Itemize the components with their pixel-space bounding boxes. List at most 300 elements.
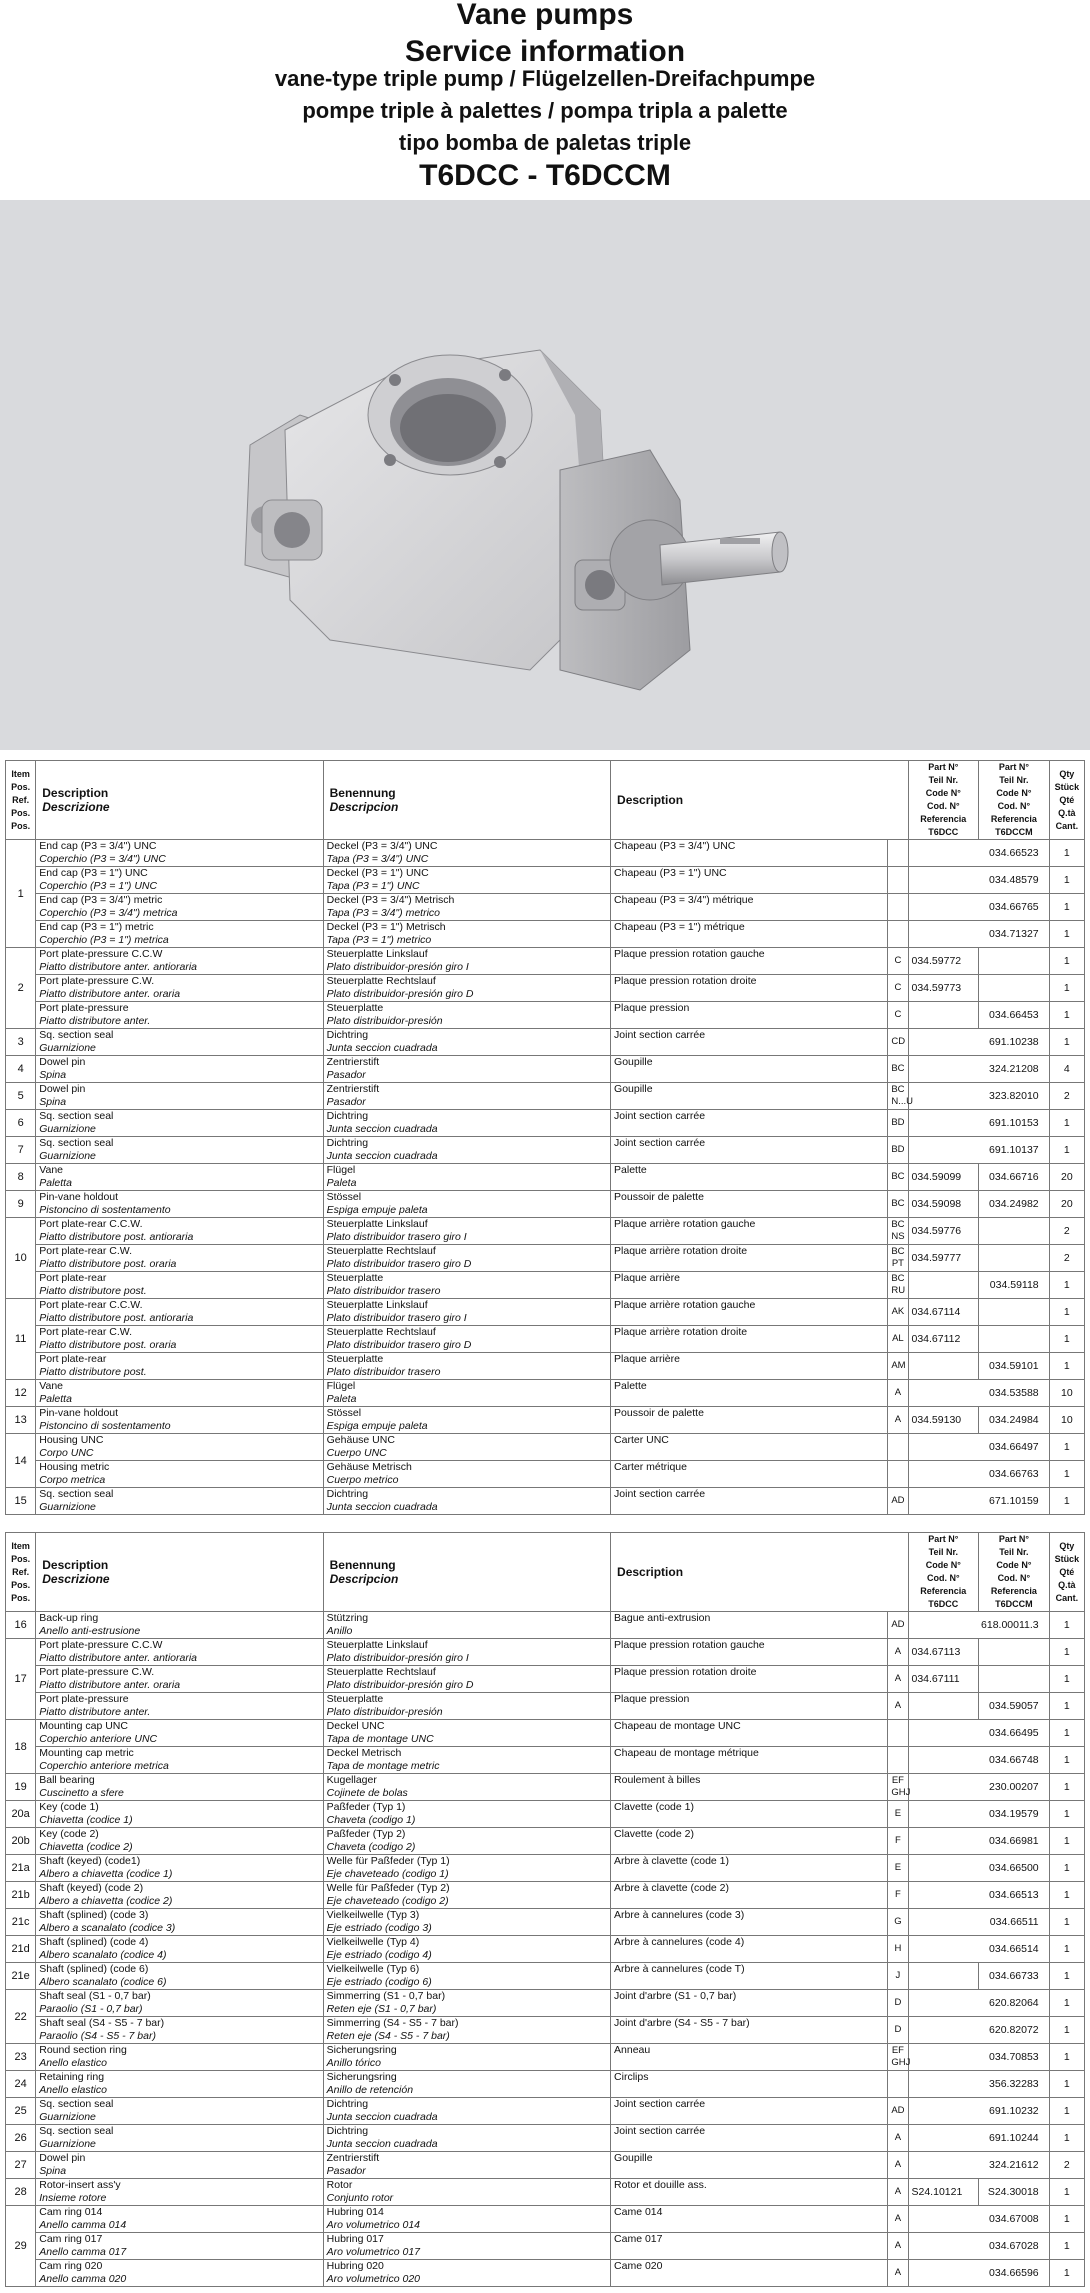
description-de-es [323, 1936, 610, 1963]
text-line: Steuerplatte [326, 1693, 384, 1705]
variant-code [888, 867, 908, 894]
quantity: 1 [1049, 1909, 1084, 1936]
text-line: Steuerplatte Rechtslauf [326, 1245, 436, 1257]
text-line-italic: Piatto distributore post. [39, 1366, 147, 1378]
description-fr [611, 1164, 888, 1191]
variant-code: A [888, 1639, 908, 1666]
variant-code: A [888, 1380, 908, 1407]
part-number: 034.66765 [908, 894, 1049, 921]
table-row [6, 1110, 1085, 1137]
part-number: 034.66511 [908, 1909, 1049, 1936]
text-line: Steuerplatte Linkslauf [326, 948, 428, 960]
item-position: 14 [6, 1434, 36, 1488]
text-line-italic: Plato distribuidor trasero giro D [326, 1258, 472, 1270]
text-line-italic: Cuscinetto a sfere [39, 1787, 124, 1799]
header-benennung-de-es: Benennung Descripcion [323, 761, 610, 840]
quantity: 1 [1049, 1137, 1084, 1164]
text-line-italic: Coperchio (P3 = 1") metrica [39, 934, 169, 946]
pump-photo [0, 200, 1090, 750]
text-line: Carter métrique [614, 1461, 687, 1473]
variant-code: BC RU [888, 1272, 908, 1299]
variant-code: E [888, 1855, 908, 1882]
part-number: 034.67008 [908, 2206, 1049, 2233]
table-row [6, 1191, 1085, 1218]
text-line: Mounting cap metric [39, 1747, 134, 1759]
text-line-italic: Pasador [326, 2165, 366, 2177]
description-de-es [323, 2233, 610, 2260]
description-de-es [323, 1083, 610, 1110]
table-row [6, 1137, 1085, 1164]
text-line-italic: Cuerpo UNC [326, 1447, 387, 1459]
model-number: T6DCC - T6DCCM [419, 159, 671, 192]
part-number-t6dccm: S24.30018 [979, 2179, 1050, 2206]
item-position: 8 [6, 1164, 36, 1191]
parts-table-1 [5, 760, 1085, 1515]
text-line-italic: Eje chaveteado (codigo 1) [326, 1868, 449, 1880]
text-line-italic: Plato distribuidor trasero giro D [326, 1339, 472, 1351]
description-en-it [36, 1936, 323, 1963]
description-de-es [323, 921, 610, 948]
text-line-italic: Albero scanalato (codice 6) [39, 1976, 167, 1988]
text-line-italic: Guarnizione [39, 1501, 96, 1513]
item-position: 25 [6, 2098, 36, 2125]
quantity: 1 [1049, 1299, 1084, 1326]
variant-code: BC NS [888, 1218, 908, 1245]
text-line-italic: Guarnizione [39, 1042, 96, 1054]
variant-code: BD [888, 1137, 908, 1164]
part-number: 620.82064 [908, 1990, 1049, 2017]
pump-type-fr-it: pompe triple à palettes / pompa tripla a palette [302, 98, 788, 123]
description-en-it [36, 1272, 323, 1299]
table-row [6, 867, 1085, 894]
part-number: 230.00207 [908, 1774, 1049, 1801]
item-position: 19 [6, 1774, 36, 1801]
text-line-italic: Guarnizione [39, 2138, 96, 2150]
page-title: Vane pumps [456, 0, 634, 31]
text-line-italic: Coperchio (P3 = 3/4") metrica [39, 907, 178, 919]
description-fr [611, 1720, 888, 1747]
description-fr [611, 1110, 888, 1137]
part-number-t6dcc [908, 1963, 979, 1990]
description-en-it [36, 894, 323, 921]
variant-code [888, 1434, 908, 1461]
text-line-italic: Piatto distributore anter. oraria [39, 1679, 181, 1691]
text-line-italic: Plato distribuidor-presión [326, 1015, 443, 1027]
part-number-t6dccm: 034.24984 [979, 1407, 1050, 1434]
table-row [6, 1245, 1085, 1272]
text-line-italic: Anillo de retención [326, 2084, 414, 2096]
text-line: Bague anti-extrusion [614, 1612, 711, 1624]
text-line: Plaque pression rotation droite [614, 1666, 757, 1678]
description-fr [611, 1272, 888, 1299]
text-line: Plaque arrière rotation gauche [614, 1299, 756, 1311]
description-en-it [36, 1353, 323, 1380]
quantity: 1 [1049, 2125, 1084, 2152]
text-line-italic: Anillo [326, 1625, 353, 1637]
text-line: Port plate-rear [39, 1272, 107, 1284]
text-line: Cam ring 017 [39, 2233, 103, 2245]
description-de-es [323, 1855, 610, 1882]
text-line: Hubring 020 [326, 2260, 384, 2272]
text-line: Palette [614, 1164, 647, 1176]
quantity: 1 [1049, 1002, 1084, 1029]
description-fr [611, 1801, 888, 1828]
variant-code: G [888, 1909, 908, 1936]
quantity: 20 [1049, 1164, 1084, 1191]
text-line: Steuerplatte Linkslauf [326, 1639, 428, 1651]
description-fr [611, 1963, 888, 1990]
description-en-it [36, 2071, 323, 2098]
text-line-italic: Aro volumetrico 020 [326, 2273, 421, 2285]
description-en-it [36, 2152, 323, 2179]
text-line-italic: Pasador [326, 1069, 366, 1081]
text-line-italic: Plato distribuidor-presión giro D [326, 1679, 474, 1691]
text-line: Stützring [326, 1612, 369, 1624]
part-number: 034.66495 [908, 1720, 1049, 1747]
header-benennung-de-es: Benennung Descripcion [323, 1533, 610, 1612]
quantity: 1 [1049, 2206, 1084, 2233]
quantity: 1 [1049, 2260, 1084, 2287]
item-position: 2 [6, 948, 36, 1029]
description-de-es [323, 1639, 610, 1666]
part-number-t6dcc [908, 1693, 979, 1720]
text-line: Sq. section seal [39, 1029, 114, 1041]
text-line-italic: Coperchio (P3 = 3/4") UNC [39, 853, 166, 865]
part-number: 691.10137 [908, 1137, 1049, 1164]
page-subtitle: Service information [404, 35, 686, 68]
description-en-it [36, 1639, 323, 1666]
quantity: 1 [1049, 1855, 1084, 1882]
text-line: Paßfeder (Typ 1) [326, 1801, 406, 1813]
table-row [6, 2260, 1085, 2287]
table-row [6, 1272, 1085, 1299]
table-row [6, 1488, 1085, 1515]
quantity: 4 [1049, 1056, 1084, 1083]
description-en-it [36, 1218, 323, 1245]
description-en-it [36, 1747, 323, 1774]
description-en-it [36, 1110, 323, 1137]
description-en-it [36, 1990, 323, 2017]
quantity: 10 [1049, 1407, 1084, 1434]
quantity: 1 [1049, 2017, 1084, 2044]
description-fr [611, 2125, 888, 2152]
header-pos: Item Pos. Ref. Pos. Pos. [6, 1533, 36, 1612]
text-line: Plaque arrière [614, 1353, 680, 1365]
text-line-italic: Chaveta (codigo 1) [326, 1814, 416, 1826]
text-line: Came 014 [614, 2206, 663, 2218]
description-en-it [36, 1801, 323, 1828]
description-de-es [323, 1666, 610, 1693]
description-de-es [323, 1720, 610, 1747]
table-row [6, 1639, 1085, 1666]
text-line: End cap (P3 = 1") metric [39, 921, 154, 933]
description-fr [611, 1191, 888, 1218]
table-row [6, 2125, 1085, 2152]
part-number-t6dcc: 034.59773 [908, 975, 979, 1002]
item-position: 17 [6, 1639, 36, 1720]
header-pos: Item Pos. Ref. Pos. Pos. [6, 761, 36, 840]
text-line-italic: Plato distribuidor trasero [326, 1366, 441, 1378]
item-position: 21a [6, 1855, 36, 1882]
description-en-it [36, 1056, 323, 1083]
variant-code [888, 840, 908, 867]
part-number-t6dccm: 034.24982 [979, 1191, 1050, 1218]
variant-code [888, 921, 908, 948]
pump-type-en-de: vane-type triple pump / Flügelzellen-Dreifachpumpe [274, 66, 816, 91]
header-part-t6dcc: Part N° Teil Nr. Code N° Cod. N° Referencia T6DCC [908, 1533, 979, 1612]
item-position: 21b [6, 1882, 36, 1909]
variant-code: AM [888, 1353, 908, 1380]
variant-code: H [888, 1936, 908, 1963]
pump-type-es: tipo bomba de paletas triple [398, 130, 692, 155]
part-number: 620.82072 [908, 2017, 1049, 2044]
description-de-es [323, 1191, 610, 1218]
description-fr [611, 2017, 888, 2044]
text-line-italic: Tapa (P3 = 1") metrico [326, 934, 432, 946]
item-position: 26 [6, 2125, 36, 2152]
text-line: Dichtring [326, 2125, 369, 2137]
text-line-italic: Junta seccion cuadrada [326, 2111, 438, 2123]
text-line: Pin-vane holdout [39, 1407, 119, 1419]
description-fr [611, 1666, 888, 1693]
text-line-italic: Junta seccion cuadrada [326, 2138, 438, 2150]
description-en-it [36, 1164, 323, 1191]
item-position: 22 [6, 1990, 36, 2044]
text-line: End cap (P3 = 3/4") UNC [39, 840, 157, 852]
quantity: 2 [1049, 1218, 1084, 1245]
text-line-italic: Eje estriado (codigo 3) [326, 1922, 432, 1934]
part-number-t6dcc [908, 1272, 979, 1299]
text-line-italic: Piatto distributore anter. oraria [39, 988, 181, 1000]
description-de-es [323, 1461, 610, 1488]
header-part-t6dccm: Part N° Teil Nr. Code N° Cod. N° Referencia T6DCCM [979, 761, 1050, 840]
table-row [6, 840, 1085, 867]
part-number-t6dccm: 034.66453 [979, 1002, 1050, 1029]
text-line: Simmerring (S1 - 0,7 bar) [326, 1990, 446, 2002]
text-line: Plaque pression [614, 1002, 690, 1014]
text-line: Steuerplatte [326, 1002, 384, 1014]
text-line: Deckel UNC [326, 1720, 385, 1732]
text-line-italic: Piatto distributore post. oraria [39, 1339, 177, 1351]
item-position: 13 [6, 1407, 36, 1434]
item-position: 5 [6, 1083, 36, 1110]
table-row [6, 1434, 1085, 1461]
text-line-italic: Pistoncino di sostentamento [39, 1204, 171, 1216]
text-line: Shaft (splined) (code 6) [39, 1963, 149, 1975]
description-en-it [36, 2233, 323, 2260]
description-de-es [323, 1693, 610, 1720]
part-number-t6dccm: 034.66716 [979, 1164, 1050, 1191]
item-position: 20a [6, 1801, 36, 1828]
quantity: 1 [1049, 2098, 1084, 2125]
text-line: Vielkeilwelle (Typ 4) [326, 1936, 420, 1948]
description-en-it [36, 1137, 323, 1164]
text-line-italic: Guarnizione [39, 2111, 96, 2123]
text-line: Port plate-rear [39, 1353, 107, 1365]
header-description-fr: Description [611, 1533, 908, 1612]
text-line: Dichtring [326, 1110, 369, 1122]
description-fr [611, 2206, 888, 2233]
quantity: 1 [1049, 840, 1084, 867]
description-de-es [323, 894, 610, 921]
description-de-es [323, 1164, 610, 1191]
text-line-italic: Piatto distributore anter. antioraria [39, 1652, 198, 1664]
description-de-es [323, 1056, 610, 1083]
text-line-italic: Paleta [326, 1177, 357, 1189]
description-de-es [323, 1002, 610, 1029]
text-line-italic: Pasador [326, 1096, 366, 1108]
text-line: Deckel (P3 = 1") UNC [326, 867, 429, 879]
quantity: 1 [1049, 1747, 1084, 1774]
description-fr [611, 1774, 888, 1801]
variant-code: BC [888, 1164, 908, 1191]
description-en-it [36, 1380, 323, 1407]
text-line: Plaque arrière rotation droite [614, 1326, 748, 1338]
text-line: Joint section carrée [614, 1488, 706, 1500]
text-line: Plaque arrière [614, 1272, 680, 1284]
text-line: Steuerplatte [326, 1353, 384, 1365]
variant-code: BD [888, 1110, 908, 1137]
description-fr [611, 1612, 888, 1639]
text-line: Plaque arrière rotation gauche [614, 1218, 756, 1230]
text-line: Port plate-pressure C.C.W [39, 948, 163, 960]
description-de-es [323, 1326, 610, 1353]
quantity: 2 [1049, 2152, 1084, 2179]
text-line: Vielkeilwelle (Typ 3) [326, 1909, 420, 1921]
variant-code: AD [888, 2098, 908, 2125]
description-de-es [323, 1110, 610, 1137]
text-line-italic: Spina [39, 2165, 67, 2177]
description-en-it [36, 2098, 323, 2125]
description-de-es [323, 1029, 610, 1056]
description-fr [611, 1488, 888, 1515]
text-line: Joint d'arbre (S1 - 0,7 bar) [614, 1990, 737, 2002]
table-row [6, 948, 1085, 975]
quantity: 1 [1049, 1461, 1084, 1488]
description-de-es [323, 1612, 610, 1639]
description-fr [611, 1326, 888, 1353]
text-line: Sicherungsring [326, 2044, 397, 2056]
table-row [6, 1855, 1085, 1882]
description-de-es [323, 1299, 610, 1326]
text-line-italic: Anello anti-estrusione [39, 1625, 141, 1637]
text-line: Joint section carrée [614, 2098, 706, 2110]
table-row [6, 2152, 1085, 2179]
text-line-italic: Anello camma 020 [39, 2273, 127, 2285]
table-row [6, 2017, 1085, 2044]
variant-code [888, 894, 908, 921]
quantity: 2 [1049, 1245, 1084, 1272]
text-line: End cap (P3 = 3/4") metric [39, 894, 163, 906]
text-line: Mounting cap UNC [39, 1720, 128, 1732]
description-de-es [323, 867, 610, 894]
text-line: Roulement à billes [614, 1774, 701, 1786]
text-line-italic: Piatto distributore post. antioraria [39, 1312, 194, 1324]
description-fr [611, 1434, 888, 1461]
table-row [6, 1353, 1085, 1380]
part-number-t6dcc: 034.67114 [908, 1299, 979, 1326]
text-line: Steuerplatte Linkslauf [326, 1218, 428, 1230]
text-line: Port plate-rear C.W. [39, 1326, 133, 1338]
quantity: 1 [1049, 921, 1084, 948]
table-row [6, 1218, 1085, 1245]
text-line-italic: Anello elastico [39, 2084, 107, 2096]
variant-code: C [888, 1002, 908, 1029]
text-line-italic: Eje chaveteado (codigo 2) [326, 1895, 449, 1907]
text-line: Dowel pin [39, 2152, 86, 2164]
text-line: Sq. section seal [39, 2098, 114, 2110]
table-row [6, 2206, 1085, 2233]
description-fr [611, 2044, 888, 2071]
text-line-italic: Paleta [326, 1393, 357, 1405]
table-row [6, 1747, 1085, 1774]
item-position: 20b [6, 1828, 36, 1855]
part-number-t6dcc: 034.59776 [908, 1218, 979, 1245]
description-de-es [323, 1218, 610, 1245]
description-de-es [323, 1434, 610, 1461]
description-en-it [36, 840, 323, 867]
text-line: Deckel (P3 = 3/4") Metrisch [326, 894, 455, 906]
text-line-italic: Plato distribuidor-presión giro D [326, 988, 474, 1000]
text-line-italic: Anello camma 017 [39, 2246, 127, 2258]
table-row [6, 2098, 1085, 2125]
text-line-italic: Piatto distributore anter. antioraria [39, 961, 198, 973]
description-en-it [36, 1029, 323, 1056]
quantity: 1 [1049, 1801, 1084, 1828]
text-line: Key (code 2) [39, 1828, 99, 1840]
text-line-italic: Cojinete de bolas [326, 1787, 408, 1799]
part-number-t6dccm [979, 1299, 1050, 1326]
quantity: 1 [1049, 1882, 1084, 1909]
description-fr [611, 1002, 888, 1029]
text-line-italic: Paraolio (S1 - 0,7 bar) [39, 2003, 143, 2015]
quantity: 1 [1049, 1720, 1084, 1747]
header-part-t6dccm: Part N° Teil Nr. Code N° Cod. N° Referencia T6DCCM [979, 1533, 1050, 1612]
description-fr [611, 2152, 888, 2179]
text-line: Poussoir de palette [614, 1191, 704, 1203]
description-de-es [323, 2152, 610, 2179]
item-position: 7 [6, 1137, 36, 1164]
quantity: 1 [1049, 1272, 1084, 1299]
text-line: Anneau [614, 2044, 651, 2056]
description-de-es [323, 1774, 610, 1801]
text-line-italic: Cuerpo metrico [326, 1474, 399, 1486]
text-line: Came 017 [614, 2233, 663, 2245]
part-number-t6dcc: 034.67113 [908, 1639, 979, 1666]
description-en-it [36, 1666, 323, 1693]
text-line: Stössel [326, 1191, 362, 1203]
part-number-t6dcc: 034.67112 [908, 1326, 979, 1353]
text-line: Vane [39, 1380, 63, 1392]
description-fr [611, 1828, 888, 1855]
text-line-italic: Paletta [39, 1177, 72, 1189]
text-line-italic: Conjunto rotor [326, 2192, 394, 2204]
text-line: Plaque arrière rotation droite [614, 1245, 748, 1257]
table-row [6, 1612, 1085, 1639]
text-line: Welle für Paßfeder (Typ 1) [326, 1855, 450, 1867]
description-de-es [323, 1963, 610, 1990]
variant-code: A [888, 2233, 908, 2260]
text-line: Clavette (code 1) [614, 1801, 694, 1813]
part-number: 034.48579 [908, 867, 1049, 894]
part-number: 034.66981 [908, 1828, 1049, 1855]
item-position: 4 [6, 1056, 36, 1083]
description-fr [611, 2179, 888, 2206]
text-line-italic: Albero scanalato (codice 4) [39, 1949, 167, 1961]
part-number-t6dccm [979, 1326, 1050, 1353]
part-number: 691.10238 [908, 1029, 1049, 1056]
description-de-es [323, 2206, 610, 2233]
